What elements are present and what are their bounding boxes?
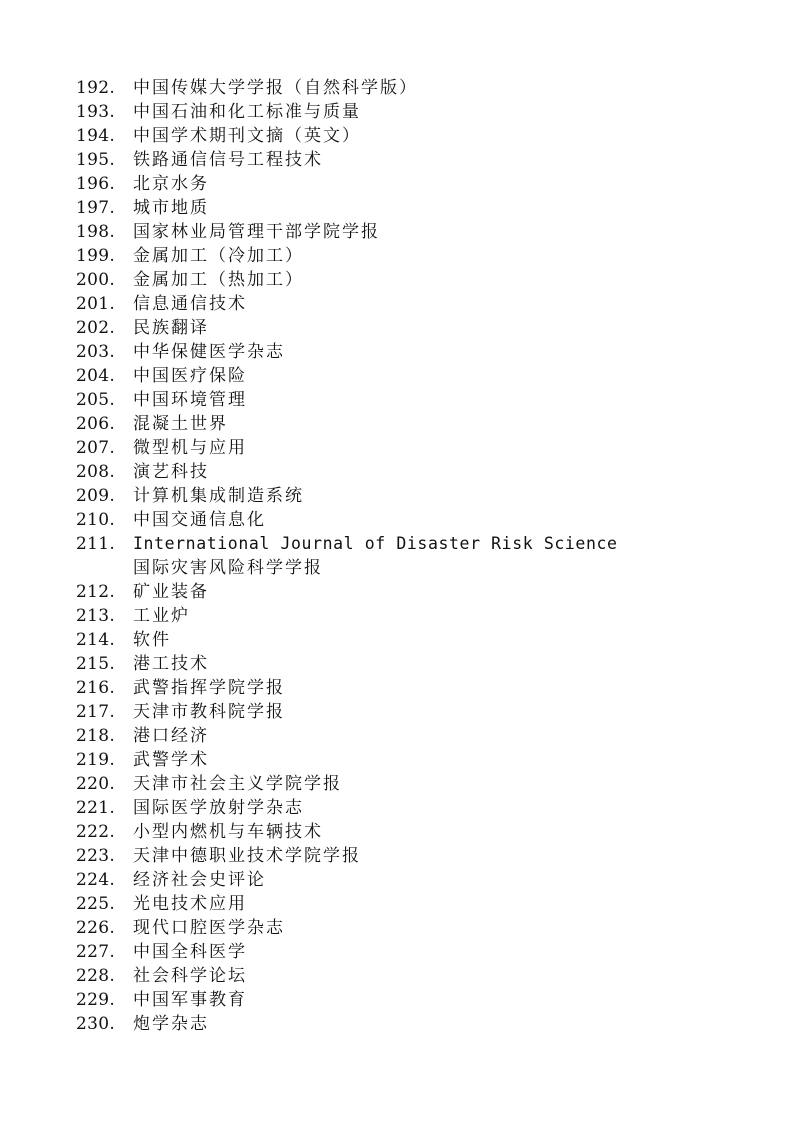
list-item — [76, 412, 756, 436]
journal-title: 炮学杂志 — [133, 1014, 209, 1034]
journal-title: 国家林业局管理干部学院学报 — [133, 222, 380, 242]
list-item — [76, 724, 756, 748]
journal-title: 软件 — [133, 630, 171, 650]
item-number: 204. — [76, 366, 116, 386]
journal-title-block — [133, 676, 756, 700]
journal-title: 中国石油和化工标准与质量 — [133, 102, 361, 122]
journal-title-block — [133, 460, 756, 484]
item-number: 226. — [76, 918, 116, 938]
journal-title: 现代口腔医学杂志 — [133, 918, 285, 938]
journal-title: 矿业装备 — [133, 582, 209, 602]
journal-title: 中国军事教育 — [133, 990, 247, 1010]
list-item — [76, 196, 756, 220]
list-item — [76, 484, 756, 508]
journal-title-block — [133, 172, 756, 196]
list-item — [76, 796, 756, 820]
list-item — [76, 748, 756, 772]
journal-subtitle: 国际灾害风险科学学报 — [133, 558, 323, 578]
item-number: 221. — [76, 798, 116, 818]
item-number: 202. — [76, 318, 116, 338]
list-item — [76, 700, 756, 724]
journal-title: 城市地质 — [133, 198, 209, 218]
journal-title: 中国交通信息化 — [133, 510, 266, 530]
list-item — [76, 652, 756, 676]
list-item — [76, 892, 756, 916]
list-item — [76, 1012, 756, 1036]
journal-title: 经济社会史评论 — [133, 870, 266, 890]
item-number: 196. — [76, 174, 116, 194]
journal-title-block — [133, 220, 756, 244]
item-number: 211. — [76, 534, 116, 554]
list-item — [76, 940, 756, 964]
journal-title-block — [133, 436, 756, 460]
journal-title-block — [133, 820, 756, 844]
item-number: 217. — [76, 702, 116, 722]
journal-title-block — [133, 844, 756, 868]
journal-title: International Journal of Disaster Risk Science — [133, 534, 618, 553]
journal-title: 国际医学放射学杂志 — [133, 798, 304, 818]
journal-title-block — [133, 148, 756, 172]
journal-title-block — [133, 868, 756, 892]
list-item — [76, 76, 756, 100]
list-item — [76, 868, 756, 892]
journal-title: 社会科学论坛 — [133, 966, 247, 986]
journal-title: 信息通信技术 — [133, 294, 247, 314]
journal-title: 金属加工（冷加工） — [133, 246, 304, 266]
list-item — [76, 364, 756, 388]
item-number: 223. — [76, 846, 116, 866]
journal-title-block — [133, 508, 756, 532]
journal-title: 武警学术 — [133, 750, 209, 770]
item-number: 195. — [76, 150, 116, 170]
item-number: 220. — [76, 774, 116, 794]
item-number: 193. — [76, 102, 116, 122]
list-item — [76, 964, 756, 988]
journal-title-block — [133, 124, 756, 148]
item-number: 194. — [76, 126, 116, 146]
item-number: 228. — [76, 966, 116, 986]
item-number: 218. — [76, 726, 116, 746]
journal-title: 北京水务 — [133, 174, 209, 194]
list-item — [76, 292, 756, 316]
item-number: 209. — [76, 486, 116, 506]
list-item — [76, 772, 756, 796]
journal-title-block — [133, 484, 756, 508]
list-item — [76, 172, 756, 196]
journal-title-block — [133, 340, 756, 364]
journal-title: 民族翻译 — [133, 318, 209, 338]
journal-title-block — [133, 196, 756, 220]
list-item — [76, 988, 756, 1012]
journal-title-block — [133, 940, 756, 964]
list-item — [76, 676, 756, 700]
journal-title: 中国全科医学 — [133, 942, 247, 962]
list-item — [76, 604, 756, 628]
journal-title-block — [133, 988, 756, 1012]
journal-title: 铁路通信信号工程技术 — [133, 150, 323, 170]
journal-title-block — [133, 532, 756, 580]
list-item — [76, 532, 756, 580]
journal-title-block — [133, 964, 756, 988]
list-item — [76, 340, 756, 364]
journal-title-block — [133, 268, 756, 292]
journal-title: 天津市社会主义学院学报 — [133, 774, 342, 794]
list-item — [76, 580, 756, 604]
list-item — [76, 148, 756, 172]
item-number: 197. — [76, 198, 116, 218]
item-number: 207. — [76, 438, 116, 458]
journal-title: 中华保健医学杂志 — [133, 342, 285, 362]
item-number: 212. — [76, 582, 116, 602]
journal-title: 中国学术期刊文摘（英文） — [133, 126, 361, 146]
item-number: 227. — [76, 942, 116, 962]
journal-title-block — [133, 796, 756, 820]
journal-title: 天津中德职业技术学院学报 — [133, 846, 361, 866]
journal-title: 微型机与应用 — [133, 438, 247, 458]
item-number: 205. — [76, 390, 116, 410]
journal-title-block — [133, 580, 756, 604]
journal-title-block — [133, 388, 756, 412]
item-number: 213. — [76, 606, 116, 626]
item-number: 224. — [76, 870, 116, 890]
journal-title: 小型内燃机与车辆技术 — [133, 822, 323, 842]
journal-title-block — [133, 628, 756, 652]
list-item — [76, 388, 756, 412]
journal-title: 天津市教科院学报 — [133, 702, 285, 722]
list-item — [76, 124, 756, 148]
journal-title: 中国传媒大学学报（自然科学版） — [133, 78, 418, 98]
journal-title: 武警指挥学院学报 — [133, 678, 285, 698]
journal-list — [76, 76, 756, 1036]
list-item — [76, 460, 756, 484]
item-number: 216. — [76, 678, 116, 698]
item-number: 192. — [76, 78, 116, 98]
list-item — [76, 268, 756, 292]
journal-title-block — [133, 892, 756, 916]
journal-title: 金属加工（热加工） — [133, 270, 304, 290]
list-item — [76, 244, 756, 268]
journal-title-block — [133, 724, 756, 748]
list-item — [76, 508, 756, 532]
journal-title: 演艺科技 — [133, 462, 209, 482]
list-item — [76, 916, 756, 940]
journal-title: 计算机集成制造系统 — [133, 486, 304, 506]
journal-title: 中国环境管理 — [133, 390, 247, 410]
journal-title-block — [133, 412, 756, 436]
journal-title: 港口经济 — [133, 726, 209, 746]
item-number: 214. — [76, 630, 116, 650]
list-item — [76, 220, 756, 244]
item-number: 229. — [76, 990, 116, 1010]
journal-title: 光电技术应用 — [133, 894, 247, 914]
item-number: 225. — [76, 894, 116, 914]
journal-title-block — [133, 652, 756, 676]
journal-title-block — [133, 364, 756, 388]
journal-title-block — [133, 748, 756, 772]
journal-title: 混凝土世界 — [133, 414, 228, 434]
journal-title-block — [133, 916, 756, 940]
journal-title-block — [133, 292, 756, 316]
item-number: 215. — [76, 654, 116, 674]
journal-title-block — [133, 100, 756, 124]
journal-title-block — [133, 76, 756, 100]
list-item — [76, 436, 756, 460]
item-number: 222. — [76, 822, 116, 842]
journal-title-block — [133, 1012, 756, 1036]
list-item — [76, 100, 756, 124]
journal-title: 中国医疗保险 — [133, 366, 247, 386]
journal-title-block — [133, 700, 756, 724]
journal-title-block — [133, 772, 756, 796]
item-number: 198. — [76, 222, 116, 242]
journal-title: 工业炉 — [133, 606, 190, 626]
item-number: 208. — [76, 462, 116, 482]
journal-title-block — [133, 316, 756, 340]
list-item — [76, 316, 756, 340]
item-number: 199. — [76, 246, 116, 266]
item-number: 230. — [76, 1014, 116, 1034]
item-number: 203. — [76, 342, 116, 362]
list-item — [76, 820, 756, 844]
item-number: 210. — [76, 510, 116, 530]
journal-title-block — [133, 604, 756, 628]
list-item — [76, 844, 756, 868]
list-item — [76, 628, 756, 652]
journal-title: 港工技术 — [133, 654, 209, 674]
item-number: 200. — [76, 270, 116, 290]
journal-title-block — [133, 244, 756, 268]
item-number: 201. — [76, 294, 116, 314]
item-number: 219. — [76, 750, 116, 770]
item-number: 206. — [76, 414, 116, 434]
